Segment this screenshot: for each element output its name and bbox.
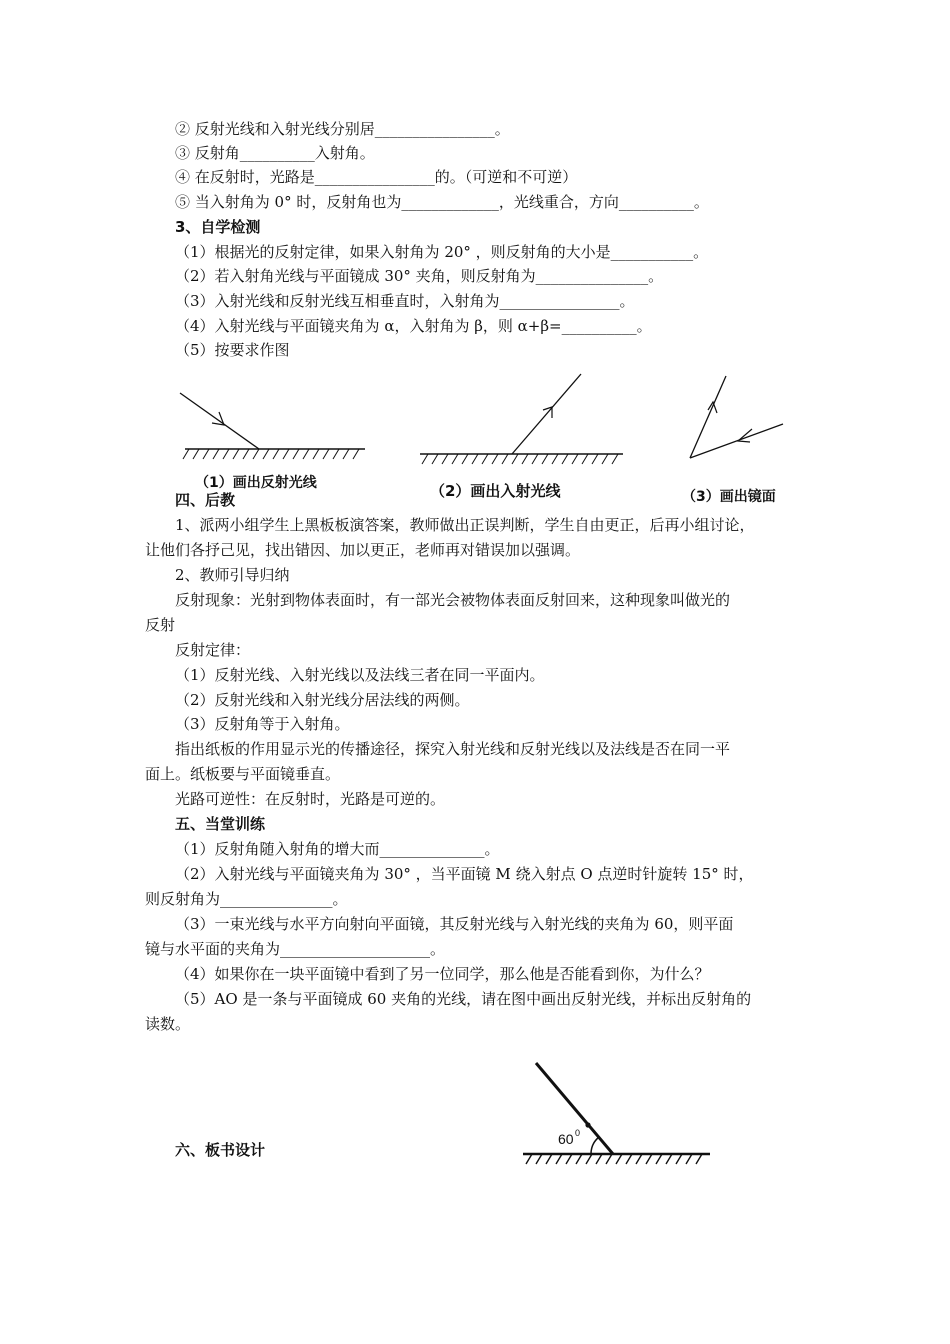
text-line: （5）AO 是一条与平面镜成 60 夹角的光线，请在图中画出反射光线，并标出反射角的 (175, 990, 752, 1008)
text-line: ④ 在反射时，光路是________________的。（可逆和不可逆） (175, 168, 578, 186)
figure-3-caption: （3）画出镜面 (682, 489, 776, 505)
text-line: （2）若入射角光线与平面镜成 30° 夹角，则反射角为_______________。 (175, 267, 664, 285)
text-line: （4）入射光线与平面镜夹角为 α，入射角为 β，则 α+β=__________。 (175, 317, 652, 335)
text-line: 镜与水平面的夹角为____________________。 (145, 940, 446, 958)
figure-3-two-rays (680, 370, 790, 465)
text-line: （2）反射光线和入射光线分居法线的两侧。 (175, 691, 470, 709)
text-line: （4）如果你在一块平面镜中看到了另一位同学，那么他是否能看到你，为什么？ (175, 965, 710, 983)
text-line: 反射 (145, 616, 176, 634)
text-line: ③ 反射角__________入射角。 (175, 144, 375, 162)
angle-label: 60 (558, 1131, 574, 1147)
text-line: （1）根据光的反射定律，如果入射角为 20° ，则反射角的大小是___________。 (175, 243, 709, 261)
text-line: ⑤ 当入射角为 0° 时，反射角也为_____________，光线重合，方向__________。 (175, 193, 709, 211)
text-line: （2）入射光线与平面镜夹角为 30° ，当平面镜 M 绕入射点 O 点逆时针旋转 15° 时， (175, 865, 754, 883)
section-heading: 3、自学检测 (175, 218, 261, 236)
text-line: 光路可逆性：在反射时，光路是可逆的。 (175, 790, 446, 808)
text-line: 2、教师引导归纳 (175, 566, 290, 584)
text-line: 面上。纸板要与平面镜垂直。 (145, 765, 341, 783)
text-line: 1、派两小组学生上黑板板演答案，教师做出正误判断，学生自由更正，后再小组讨论， (175, 516, 755, 534)
figure-2-caption: （2）画出入射光线 (430, 482, 561, 500)
section-heading: 四、后教 (175, 491, 236, 509)
text-line: （3）反射角等于入射角。 (175, 715, 350, 733)
text-line: 指出纸板的作用显示光的传播途径，探究入射光线和反射光线以及法线是否在同一平 (175, 740, 731, 758)
text-line: 反射现象：光射到物体表面时，有一部光会被物体表面反射回来，这种现象叫做光的 (175, 591, 731, 609)
text-line: 让他们各抒己见，找出错因、加以更正，老师再对错误加以强调。 (145, 541, 581, 559)
exercise-ao-figure (520, 1060, 715, 1170)
text-line: 反射定律： (175, 641, 251, 659)
text-line: （1）反射光线、入射光线以及法线三者在同一平面内。 (175, 666, 545, 684)
text-line: （5）按要求作图 (175, 341, 290, 359)
figure-1-mirror-incident (175, 385, 375, 465)
text-line: 读数。 (145, 1015, 191, 1033)
text-line: （1）反射角随入射角的增大而______________。 (175, 840, 500, 858)
figure-1-caption: （1）画出反射光线 (195, 475, 317, 491)
figure-2-mirror-reflected (418, 370, 628, 470)
text-line: ② 反射光线和入射光线分别居________________。 (175, 120, 510, 138)
angle-degree: 0 (575, 1128, 581, 1138)
text-line: （3）入射光线和反射光线互相垂直时，入射角为________________。 (175, 292, 635, 310)
section-heading: 五、当堂训练 (175, 815, 266, 833)
text-line: 则反射角为_______________。 (145, 890, 348, 908)
text-line: （3）一束光线与水平方向射向平面镜，其反射光线与入射光线的夹角为 60，则平面 (175, 915, 734, 933)
section-heading: 六、板书设计 (175, 1141, 266, 1159)
